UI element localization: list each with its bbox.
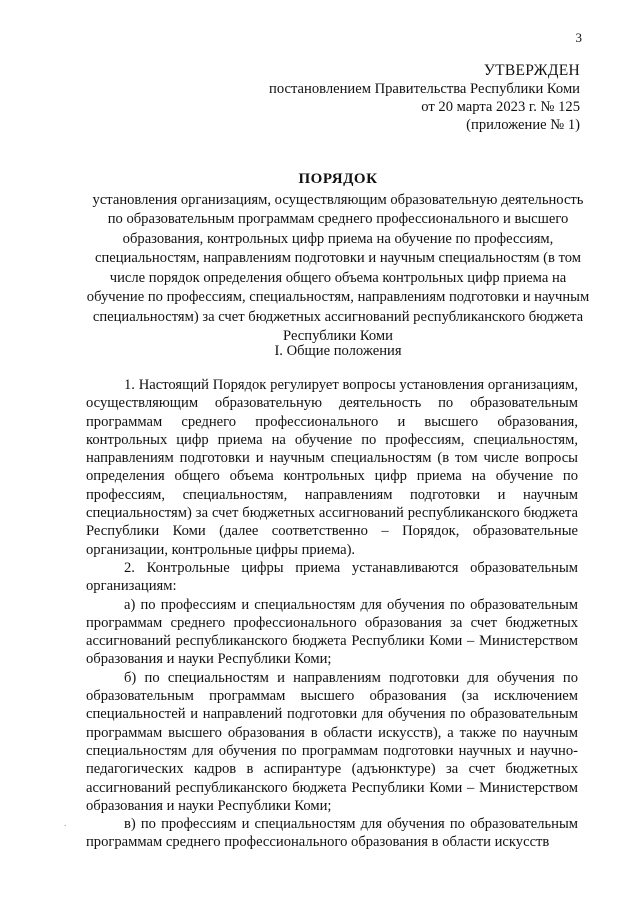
approval-line-3: (приложение № 1): [466, 117, 580, 133]
page-number: 3: [575, 30, 582, 45]
section-heading: I. Общие положения: [274, 343, 402, 359]
approval-line-2: от 20 марта 2023 г. № 125: [421, 99, 580, 115]
approval-stamp: [269, 62, 580, 134]
paragraph-2a: а) по профессиям и специальностям для обучения по образовательным программам среднего профессионального образования за счет бюджетных ассигнований республиканского бюджета Республики Коми – Министерством образования и науки Республики Коми;: [86, 596, 578, 668]
paragraph-2: 2. Контрольные цифры приема устанавливаются образовательным организациям:: [86, 559, 578, 595]
approval-line-1: постановлением Правительства Республики Коми: [269, 81, 580, 97]
section-body: [86, 376, 578, 852]
approval-title: УТВЕРЖДЕН: [483, 62, 580, 79]
document-subtitle: установления организациям, осуществляющим образовательную деятельность по образовательным программам среднего профессионального и высшего образования, контрольных цифр приема на обучение по профессиям, специальностям, направлениям подготовки и научным специальностям (в том числе порядок определения общего объема контрольных цифр приема на обучение по профессиям, специальностям, направлениям подготовки и научным специальностям) за счет бюджетных ассигнований республиканского бюджета Республики Коми: [86, 191, 590, 344]
paragraph-1: 1. Настоящий Порядок регулирует вопросы установления организациям, осуществляющим образовательную деятельность по образовательным программам среднего профессионального и высшего образования, контрольных цифр приема на обучение по профессиям, специальностям, направлениям подготовки и научным специальностям (в том числе вопросы определения общего объема контрольных цифр приема на обучение по профессиям, специальностям, направлениям подготовки и научным специальностям) за счет бюджетных ассигнований республиканского бюджета Республики Коми (далее соответственно – Порядок, образовательные организации, контрольные цифры приема).: [86, 377, 578, 558]
page-mark: .: [64, 818, 67, 828]
document-title-block: [86, 170, 590, 347]
paragraph-2v: в) по профессиям и специальностям для обучения по образовательным программам среднего профессионального образования в области искусств: [86, 816, 578, 851]
paragraph-2b: б) по специальностям и направлениям подготовки для обучения по образовательным программам высшего образования (за исключением специальностей и направлений подготовки для обучения по образовательным программам высшего образования в области искусств), а также по научным специальностям для обучения по программам подготовки научных и научно-педагогических кадров в аспирантуре (адъюнктуре) за счет бюджетных ассигнований республиканского бюджета Республики Коми – Министерством образования и науки Республики Коми;: [86, 669, 578, 814]
document-title: ПОРЯДОК: [298, 171, 378, 187]
